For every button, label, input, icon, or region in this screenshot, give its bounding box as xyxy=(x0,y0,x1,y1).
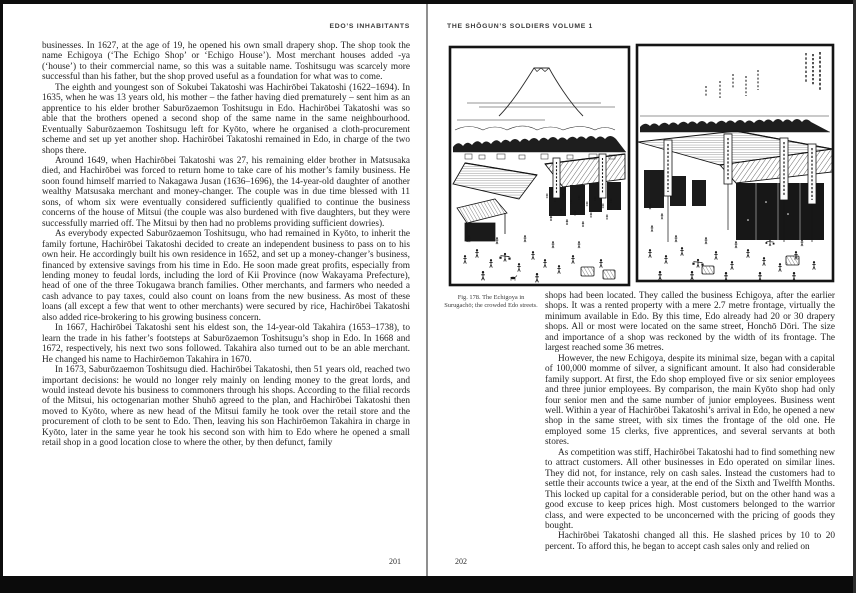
left-page-text-column xyxy=(42,41,410,449)
body-paragraph: Hachirōbei Takatoshi changed all this. He slashed prices by 10 to 20 percent. To afford this, he began to accept cash sales only and relied on xyxy=(545,531,835,552)
scan-border-bottom xyxy=(0,576,856,593)
body-paragraph: businesses. In 1627, at the age of 19, he opened his own small drapery shop. The shop took the name Echigoya (‘The Echigo Shop’ or ‘Echigo House’). Most merchant houses added -ya (‘house’) to their commercial name, so this was a suitable name. Toshitsugu was scarcely more successful than his father, but the shop proved useful as a foundation for what was to come. xyxy=(42,41,410,83)
left-running-head: EDO’S INHABITANTS xyxy=(329,23,410,30)
figure-woodblock-print xyxy=(447,41,835,288)
figure-caption: Fig. 178. The Echigoya in Surugachō; the crowded Edo streets. xyxy=(444,294,538,310)
page-gutter-line xyxy=(426,4,428,576)
body-paragraph: As competition was stiff, Hachirōbei Takatoshi had to find something new to attract customers. All other businesses in Edo operated on similar lines. They did not, for instance, rely on cash sales. Instead the customers had to settle their accounts twice a year, at the end of the Sixth and Twelfth Months. This locked up capital for a considerable period, but on the other hand was a good excuse to keep prices high. Most customers belonged to the warrior class, and were expected to be unconcerned with the pricing of goods they bought. xyxy=(545,447,835,531)
body-paragraph: In 1673, Saburōzaemon Toshitsugu died. Hachirōbei Takatoshi, then 51 years old, reached two important decisions: he would no longer rely mainly on lending money to the great lords, and would instead devote his business to commoners through his shops. According to the filial records of the Mitsui, his octogenarian mother Shuhō agreed to the plan, and Hachirōbei Takatoshi then moved to Kyōto, where as new head of the Mitsui family he took over the retail store and the procurement of cloth to be sent to Edo. Then, leaving his son Hachirōemon Takahira in charge in Kyōto, later in the same year he took his second son with him to Edo where he opened a small retail shop in a good location close to where the other, by then defunct, family xyxy=(42,365,410,449)
left-page-number: 201 xyxy=(389,557,401,566)
body-paragraph: However, the new Echigoya, despite its minimal size, began with a capital of 100,000 momme of silver, a significant amount. It also had considerable family support. At first, the Edo shop employed five or six senior employees and three junior employees. By comparison, the main Kyōto shop had only four senior men and the same number of junior employees. Business went well. Within a year of Hachirōbei Takatoshi’s arrival in Edo, he opened a new shop in the same street, with six times the frontage of the old one. He employed some 15 clerks, five apprentices, and several servants at both stores. xyxy=(545,353,835,448)
body-paragraph: shops had been located. They called the business Echigoya, after the earlier shops. It was a rented property with a mere 2.7 metre frontage, virtually the minimum available in Edo. By this time, Edo already had 20 or 30 drapery shops. All or most were located on the same street, Honchō Dōri. The size and importance of a shop was reckoned by the width of its frontage. The largest reached some 36 metres. xyxy=(545,291,835,354)
body-paragraph: In 1667, Hachirōbei Takatoshi sent his eldest son, the 14-year-old Takahira (1653–1738), to learn the trade in his father’s footsteps at Saburōzaemon Toshitsugu’s shop in Edo. In 1668 and 1672, respectively, his next two sons followed. Takahira also turned out to be an able merchant. He changed his name to Hachirōemon Takahira in 1670. xyxy=(42,323,410,365)
body-paragraph: As everybody expected Saburōzaemon Toshitsugu, who had remained in Kyōto, to inherit the family fortune, Hachirōbei Takatoshi decided to create an independent business to pass on to his own heir. He accordingly built his own residence in 1652, and set up a money-changer’s business, financed by extensive savings from his time in Edo. He soon made great profits, especially from lending money to feudal lords, including the lord of Kii Province (now Wakayama Prefecture), head of one of the three Tokugawa branch families. Other merchants, and farmers who needed a cash advance to pay taxes, could also count on loans from the new business. As most of these loans (all except a few that went to other merchants) were secured by rice, Hachirōbei Takatoshi also added rice-brokering to his growing business concern. xyxy=(42,229,410,323)
scan-border-top xyxy=(0,0,856,4)
print-right-panel xyxy=(637,45,833,281)
print-left-panel xyxy=(450,47,629,285)
body-paragraph: The eighth and youngest son of Sokubei Takatoshi was Hachirōbei Takatoshi (1622–1694). In 1635, when he was 13 years old, his mother – the father having died prematurely – sent him as an apprentice to his elder brother Saburōzaemon Toshitsugu in Edo. Hachirōbei Takatoshi was so able that the brothers opened a second shop of the same name in the same neighbourhood. Eventually Saburōzaemon Toshitsugu left for Kyōto, where he organised a cloth-procurement scheme and set up yet another shop. Hachirōbei Takatoshi remained in Edo, in charge of the two shops there. xyxy=(42,82,410,156)
right-running-head: THE SHŌGUN’S SOLDIERS VOLUME 1 xyxy=(447,23,594,30)
body-paragraph: Around 1649, when Hachirōbei Takatoshi was 27, his remaining elder brother in Matsusaka died, and Hachirōbei was forced to return home to take care of his mother’s family business. He soon found himself married to Nakagawa Jusan (1636–1696), the 14-year-old daughter of another wealthy Matsusaka merchant and money-changer. The couple was in due time blessed with 11 sons, of whom six were eventually considered sufficiently qualified to continue the business concerns of the house of Mitsui (the couple was also burdened with five daughters, but they were successfully married off. The Mitsui by then had no problems providing sufficient dowries). xyxy=(42,155,410,229)
woodblock-print-drawing xyxy=(447,41,835,288)
right-page-text-column xyxy=(545,291,835,552)
right-page-number: 202 xyxy=(455,557,467,566)
scan-border-left xyxy=(0,0,3,593)
